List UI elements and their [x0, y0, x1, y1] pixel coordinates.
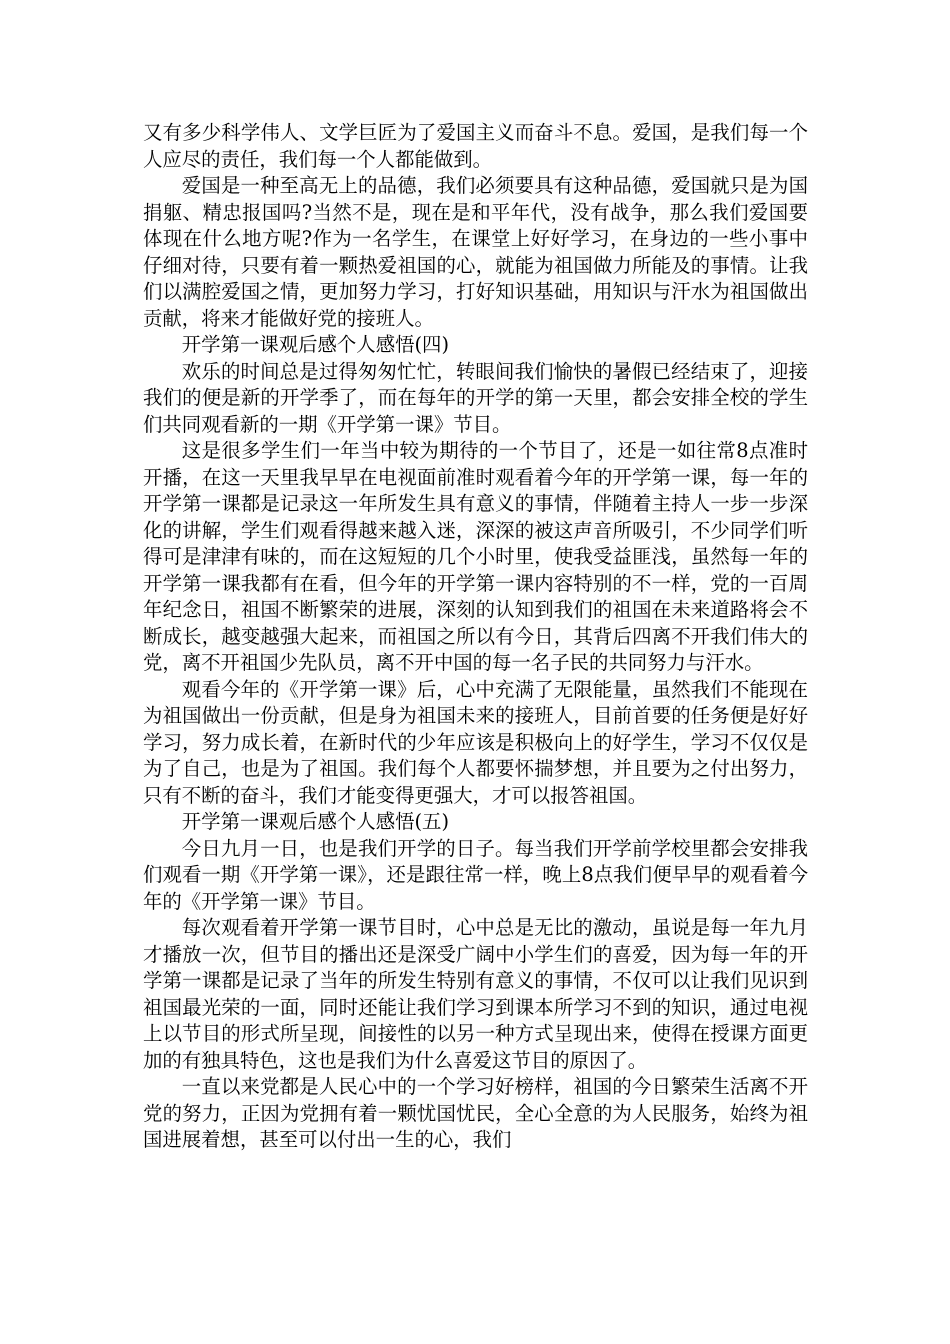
- section-heading-5: 开学第一课观后感个人感悟(五): [181, 810, 450, 833]
- paragraph-program-meaning: 每次观看着开学第一课节目时，心中总是无比的激动，虽说是每一年九月才播放一次，但节目的播出还是深受广阔中小学生们的喜爱，因为每一年的开学第一课都是记录了当年的所发生特别有意义的事情，不仅可以让我们见识到祖国最光荣的一面，同时还能让我们学习到课本所学习不到的知识，通过电视上以节目的形式所呈现，间接性的以另一种方式呈现出来，使得在授课方面更加的有独具特色，这也是我们为什么喜爱这节目的原因了。: [143, 916, 808, 1072]
- paragraph-september-first: 今日九月一日，也是我们开学的日子。每当我们开学前学校里都会安排我们观看一期《开学第一课》，还是跟往常一样，晚上8点我们便早早的观看着今年的《开学第一课》节目。: [143, 836, 808, 913]
- paragraph-patriotism: 爱国是一种至高无上的品德，我们必须要具有这种品德，爱国就只是为国捐躯、精忠报国吗?当然不是，现在是和平年代，没有战争，那么我们爱国要体现在什么地方呢?作为一名学生，在课堂上好好学习，在身边的一些小事中仔细对待，只要有着一颗热爱祖国的心，就能为祖国做力所能及的事情。让我们以满腔爱国之情，更加努力学习，打好知识基础，用知识与汗水为祖国做出贡献，将来才能做好党的接班人。: [143, 174, 808, 330]
- document-body: [143, 120, 808, 1154]
- section-heading-4: 开学第一课观后感个人感悟(四): [181, 333, 450, 356]
- paragraph-continuation: 又有多少科学伟人、文学巨匠为了爱国主义而奋斗不息。爱国，是我们每一个人应尽的责任，我们每一个人都能做到。: [143, 121, 808, 171]
- paragraph-reflection: 观看今年的《开学第一课》后，心中充满了无限能量，虽然我们不能现在为祖国做出一份贡献，但是身为祖国未来的接班人，目前首要的任务便是好好学习，努力成长着，在新时代的少年应该是积极向上的好学生，学习不仅仅是为了自己，也是为了祖国。我们每个人都要怀揣梦想，并且要为之付出努力，只有不断的奋斗，我们才能变得更强大，才可以报答祖国。: [143, 677, 808, 807]
- paragraph-party-example: 一直以来党都是人民心中的一个学习好榜样，祖国的今日繁荣生活离不开党的努力，正因为党拥有着一颗忧国忧民，全心全意的为人民服务，始终为祖国进展着想，甚至可以付出一生的心，我们: [143, 1075, 808, 1151]
- paragraph-program-review: 这是很多学生们一年当中较为期待的一个节目了，还是一如往常8点准时开播，在这一天里我早早在电视面前准时观看着今年的开学第一课，每一年的开学第一课都是记录这一年所发生具有意义的事情，伴随着主持人一步一步深化的讲解，学生们观看得越来越入迷，深深的被这声音所吸引，不少同学们听得可是津津有味的，而在这短短的几个小时里，使我受益匪浅，虽然每一年的开学第一课我都有在看，但今年的开学第一课内容特别的不一样，党的一百周年纪念日，祖国不断繁荣的进展，深刻的认知到我们的祖国在未来道路将会不断成长，越变越强大起来，而祖国之所以有今日，其背后四离不开我们伟大的党，离不开祖国少先队员，离不开中国的每一名子民的共同努力与汗水。: [143, 439, 808, 674]
- paragraph-summer-end: 欢乐的时间总是过得匆匆忙忙，转眼间我们愉快的暑假已经结束了，迎接我们的便是新的开学季了，而在每年的开学的第一天里，都会安排全校的学生们共同观看新的一期《开学第一课》节目。: [143, 359, 808, 436]
